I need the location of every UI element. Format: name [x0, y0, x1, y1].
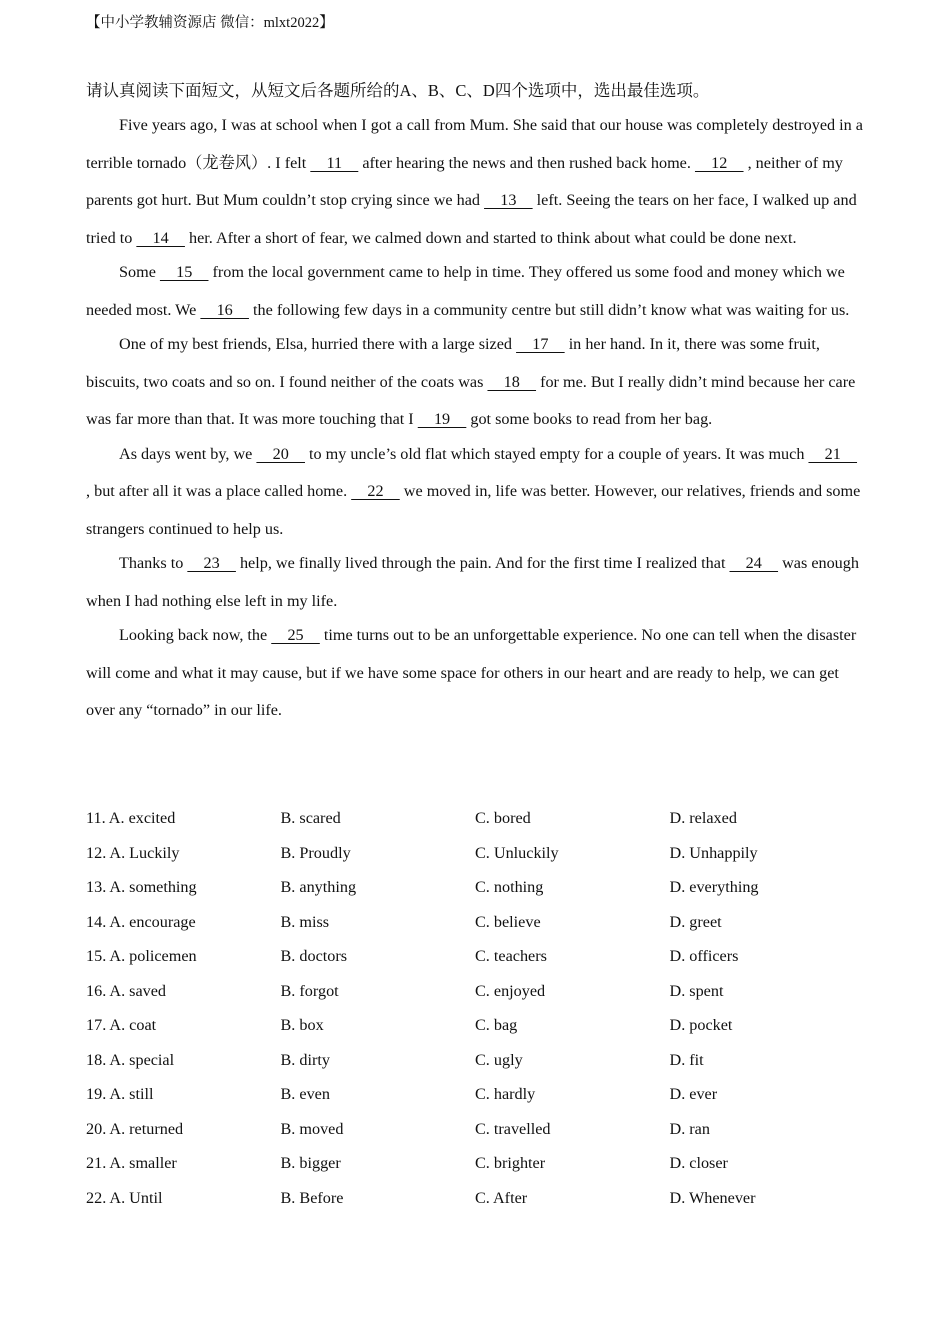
option-d: D. closer	[669, 1154, 728, 1172]
passage-text: her. After a short of fear, we calmed down and started to think about what could be done next.	[184, 228, 797, 247]
question-row	[86, 1116, 866, 1151]
option-c: C. ugly	[475, 1050, 523, 1069]
passage-text: in her hand. In it, there was some fruit, biscuits, two coats and so on. I found neither of the coats was	[86, 335, 820, 391]
passage-text: time turns out to be an unforgettable experience. No one can tell when the disaster will come and what it may cause, but if we have some space for others in our heart and are ready to help, we can get over any “tornado” in our life.	[86, 626, 857, 719]
blank-slot: 20	[256, 444, 305, 463]
blank-slot: 19	[417, 410, 467, 428]
option-c: C. After	[475, 1188, 528, 1207]
passage-paragraph	[86, 436, 864, 549]
option-a: 19. A. still	[86, 1085, 154, 1103]
option-d: D. ran	[669, 1119, 710, 1138]
question-row	[86, 1081, 866, 1116]
cloze-passage	[86, 107, 864, 727]
option-c: C. travelled	[475, 1119, 551, 1138]
option-c: C. brighter	[475, 1154, 546, 1172]
option-c: C. Unluckily	[475, 843, 559, 862]
passage-text: Five years ago, I was at school when I got a call from Mum. She said that our house was completely destroyed in a terrible tornado（龙卷风）. I felt	[86, 116, 863, 172]
passage-text: from the local government came to help in time. They offered us some food and money which we needed most. We	[86, 263, 845, 319]
option-a: 12. A. Luckily	[86, 843, 180, 862]
option-b: B. bigger	[280, 1154, 341, 1172]
option-a: 18. A. special	[86, 1050, 175, 1069]
option-d: D. fit	[669, 1050, 704, 1069]
option-b: B. miss	[280, 912, 330, 931]
option-d: D. officers	[669, 947, 739, 965]
passage-text: Looking back now, the	[119, 626, 272, 644]
blank-slot: 11	[310, 153, 359, 172]
question-row	[86, 909, 866, 944]
option-b: B. Before	[280, 1188, 344, 1207]
blank-slot: 18	[487, 372, 537, 391]
blank-slot: 14	[136, 228, 185, 247]
question-row	[86, 1185, 866, 1220]
option-a: 21. A. smaller	[86, 1154, 177, 1172]
question-row	[86, 874, 866, 909]
passage-text: Thanks to	[119, 554, 188, 572]
option-a: 13. A. something	[86, 878, 197, 896]
answer-options	[86, 805, 866, 1219]
option-a: 16. A. saved	[86, 981, 167, 1000]
option-c: C. nothing	[475, 878, 544, 896]
passage-text: help, we finally lived through the pain. And for the first time I realized that	[235, 554, 730, 572]
question-row	[86, 840, 866, 875]
option-b: B. moved	[280, 1119, 344, 1138]
option-c: C. bored	[475, 809, 531, 827]
option-b: B. Proudly	[280, 843, 351, 862]
question-row	[86, 805, 866, 840]
option-a: 14. A. encourage	[86, 912, 196, 931]
option-b: B. dirty	[280, 1050, 330, 1069]
option-c: C. teachers	[475, 947, 547, 965]
passage-paragraph	[86, 107, 864, 257]
passage-text: As days went by, we	[119, 444, 257, 463]
option-b: B. box	[280, 1016, 324, 1034]
passage-text: to my uncle’s old flat which stayed empty for a couple of years. It was much	[304, 444, 809, 463]
passage-text: after hearing the news and then rushed back home.	[358, 153, 695, 172]
option-d: D. Whenever	[669, 1188, 756, 1207]
blank-slot: 23	[187, 554, 236, 572]
blank-slot: 12	[694, 153, 744, 172]
option-b: B. scared	[280, 809, 341, 827]
passage-text: for me. But I really didn’t mind because her care was far more than that. It was more touching that I	[86, 372, 856, 428]
passage-text: left. Seeing the tears on her face, I walked up and tried to	[86, 191, 857, 247]
blank-slot: 24	[729, 554, 779, 572]
option-a: 17. A. coat	[86, 1016, 157, 1034]
blank-slot: 21	[808, 444, 858, 463]
passage-text: we moved in, life was better. However, our relatives, friends and some strangers continued to help us.	[86, 482, 861, 538]
option-d: D. everything	[669, 878, 759, 896]
option-d: D. ever	[669, 1085, 718, 1103]
page-header: 【中小学教辅资源店 微信：mlxt2022】	[86, 15, 334, 31]
blank-slot: 25	[271, 626, 320, 644]
option-b: B. anything	[280, 878, 357, 896]
question-row	[86, 943, 866, 978]
option-d: D. greet	[669, 912, 722, 931]
passage-text: , neither of my parents got hurt. But Mum couldn’t stop crying since we had	[86, 153, 843, 209]
passage-paragraph	[86, 545, 864, 620]
option-a: 11. A. excited	[86, 809, 176, 827]
passage-text: One of my best friends, Elsa, hurried there with a large sized	[119, 335, 517, 353]
blank-slot: 15	[159, 263, 209, 281]
passage-text: was enough when I had nothing else left in my life.	[86, 554, 859, 610]
option-d: D. relaxed	[669, 809, 737, 827]
option-d: D. spent	[669, 981, 724, 1000]
blank-slot: 16	[200, 300, 249, 319]
option-c: C. believe	[475, 912, 541, 931]
option-a: 20. A. returned	[86, 1119, 184, 1138]
passage-text: , but after all it was a place called home.	[86, 482, 352, 500]
option-b: B. even	[280, 1085, 330, 1103]
passage-text: the following few days in a community centre but still didn’t know what was waiting for us.	[248, 300, 850, 319]
option-b: B. doctors	[280, 947, 348, 965]
passage-text: Some	[119, 263, 160, 281]
option-d: D. pocket	[669, 1016, 733, 1034]
question-row	[86, 1047, 866, 1082]
question-row	[86, 1150, 866, 1185]
blank-slot: 13	[484, 191, 533, 209]
instruction-text: 请认真阅读下面短文，从短文后各题所给的A、B、C、D四个选项中，选出最佳选项。	[86, 81, 710, 100]
option-a: 22. A. Until	[86, 1188, 163, 1207]
option-c: C. hardly	[475, 1085, 536, 1103]
option-a: 15. A. policemen	[86, 947, 197, 965]
blank-slot: 17	[516, 335, 565, 353]
option-c: C. enjoyed	[475, 981, 546, 1000]
question-row	[86, 978, 866, 1013]
blank-slot: 22	[351, 482, 400, 500]
passage-text: got some books to read from her bag.	[466, 410, 713, 428]
option-d: D. Unhappily	[669, 843, 758, 862]
question-row	[86, 1012, 866, 1047]
option-b: B. forgot	[280, 981, 339, 1000]
passage-paragraph	[86, 254, 864, 329]
passage-paragraph	[86, 326, 864, 439]
option-c: C. bag	[475, 1016, 518, 1034]
passage-paragraph	[86, 617, 864, 730]
